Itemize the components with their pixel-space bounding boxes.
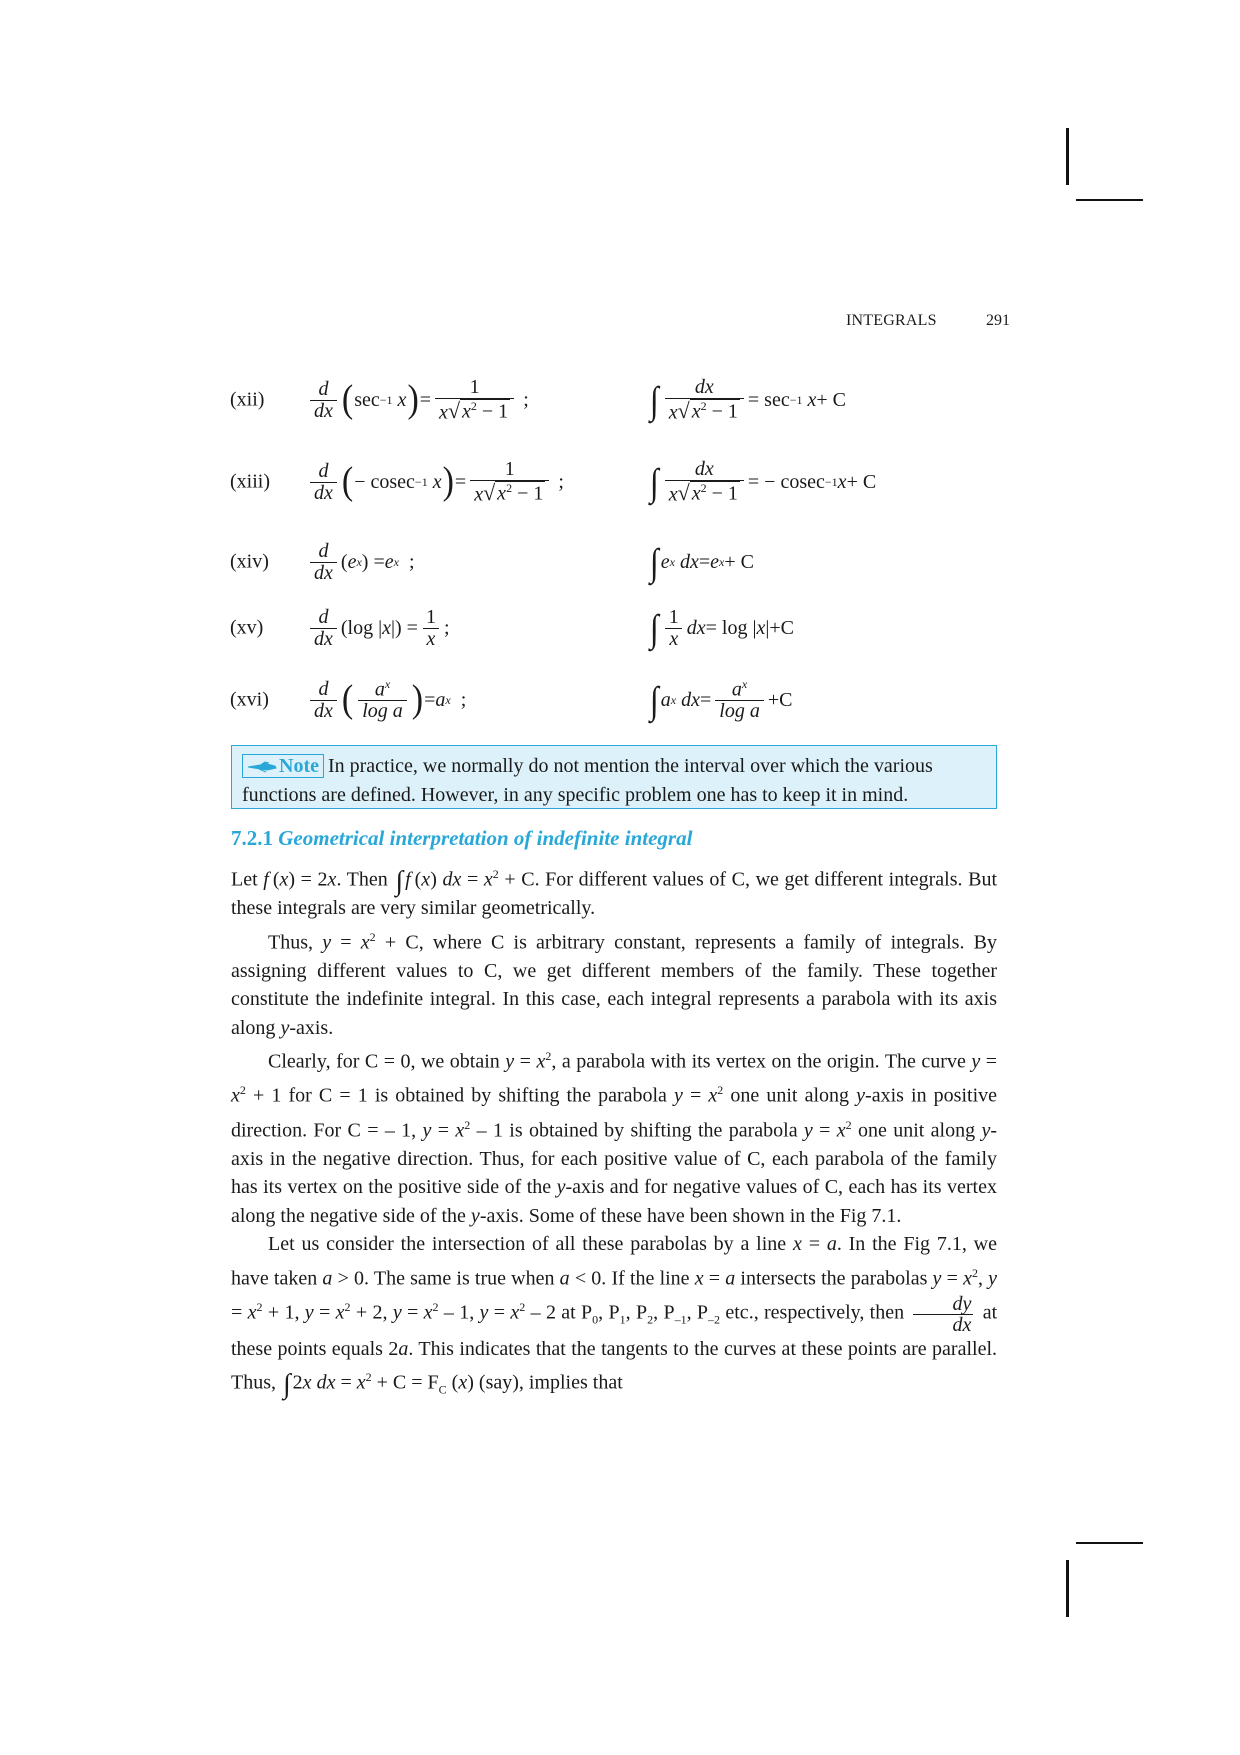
section-number: 7.2.1 [231,826,273,850]
pointing-hand-icon [247,760,277,774]
paragraph-text: . For different values of C, we get different integrals. But these integrals are very similar geometrically. [231,868,997,920]
note-box [231,745,997,809]
section-title [231,826,692,851]
formula-label: (xiii) [230,470,270,493]
formula-derivative: $\frac{d}{dx}$ ( − cosec −1 x ) = 1 x √ $x^2 - 1$ ; [306,452,564,512]
paragraph-text: (say), implies that [478,1371,623,1394]
paragraph: Let f (x) = 2x. Then ∫ f (x) dx = $x^2 + C$. For different values of C, we get different integrals. But these integrals are very similar geometrically. [231,865,997,920]
formula-derivative: $\frac{d}{dx}$ (log | x |) = $\frac{1}{x}$ ; [306,598,450,658]
formula-row-xiv [230,532,1030,592]
note-tag [242,754,324,778]
formula-row-xiii [230,452,1030,512]
formula-integral: ∫ dx x √ $x^2 - 1$ = − cosec −1 x + C [650,457,877,506]
crop-mark-bottom-horizontal [1076,1542,1143,1544]
paragraph: Let us consider the intersection of all these parabolas by a line x = a. In the Fig 7.1, we have taken a > 0. The same is true when a < 0. If the line x = a intersects the parabolas $y = x^2$, $y = x^2 + 1$, $y = x^2 + 2$, $y = x^2 - 1$, $y = x^2 - 2$ at $P_0$, $P_1$, $P_2$, $P_{-1}$, $P_{-2}$ etc., respectively, then $\frac{dy}{dx}$ at these points equals 2a. This indicates that the tangents to the curves at these points are parallel. Thus, ∫ 2x dx = $x^2 + C = F_C$ (x) (say), implies that [231,1233,998,1400]
formula-integral: ∫ $\frac{1}{x}$ dx = log | x |+C [650,605,795,650]
crop-mark-top-horizontal [1076,199,1143,201]
formula-label: (xiv) [230,550,269,573]
paragraph-text: where C is arbitrary constant, represents a family of integrals. By assigning different values to C, we get different members of the family. These together constitute the indefinite integral. In this case, each integral represents a parabola with its axis along [231,931,997,1039]
crop-mark-bottom-vertical [1066,1560,1069,1617]
formula-row-xv [230,598,1030,658]
crop-mark-top-vertical [1066,128,1069,185]
paragraph: Clearly, for C = 0, we obtain $y = x^2$, a parabola with its vertex on the origin. The curve $y = x^2 + 1$ for C = 1 is obtained by shifting the parabola $y = x^2$ one unit along y-axis in positive direction. For C = – 1, $y = x^2 - 1$ is obtained by shifting the parabola $y = x^2$ one unit along y-axis in the negative direction. Thus, for each positive value of C, each parabola of the family has its vertex on the positive side of the y-axis and for negative values of C, each has its vertex along the negative side of the y-axis. Some of these have been shown in the Fig 7.1. [231,1049,997,1227]
header-title: INTEGRALS [846,312,937,329]
formula-integral: ∫ a x dx = $\frac{a^x}{\text{log a}}$ +C [650,676,793,723]
formula-label: (xii) [230,388,265,411]
section-heading: Geometrical interpretation of indefinite integral [278,826,693,850]
page-number: 291 [986,312,1010,329]
formula-label: (xvi) [230,688,269,711]
formula-label: (xv) [230,616,264,639]
body-text [231,860,997,1404]
paragraph-text: . This indicates that the tangents to the curves at these points are parallel. Thus, [231,1337,997,1394]
formula-integral: ∫ e x dx = e x + C [650,540,754,584]
formula-derivative: $\frac{d}{dx}$ ( sec −1 x ) = 1 x √ $x^2 - 1$ ; [306,370,529,430]
formula-row-xvi [230,670,1030,730]
formula-integral: ∫ dx x √ $x^2 - 1$ = sec −1 x + C [650,375,847,424]
formula-derivative: $\frac{d}{dx}$ ( e x ) = e x ; [306,532,415,592]
note-label: Note [279,755,319,777]
paragraph: Thus, $y = x^2 + C$, where C is arbitrary constant, represents a family of integrals. By assigning different values to C, we get different members of the family. These together constitute the indefinite integral. In this case, each integral represents a parabola with its axis along y-axis. [231,929,997,1039]
note-text: In practice, we normally do not mention the interval over which the various functions are defined. However, in any specific problem one has to keep it in mind. [242,755,933,806]
formula-derivative: $\frac{d}{dx}$ ( $\frac{a^x}{\text{log a}}$ ) = a x ; [306,670,466,730]
paragraph-text: at these points equals 2 [231,1301,998,1360]
formula-row-xii [230,370,1030,430]
